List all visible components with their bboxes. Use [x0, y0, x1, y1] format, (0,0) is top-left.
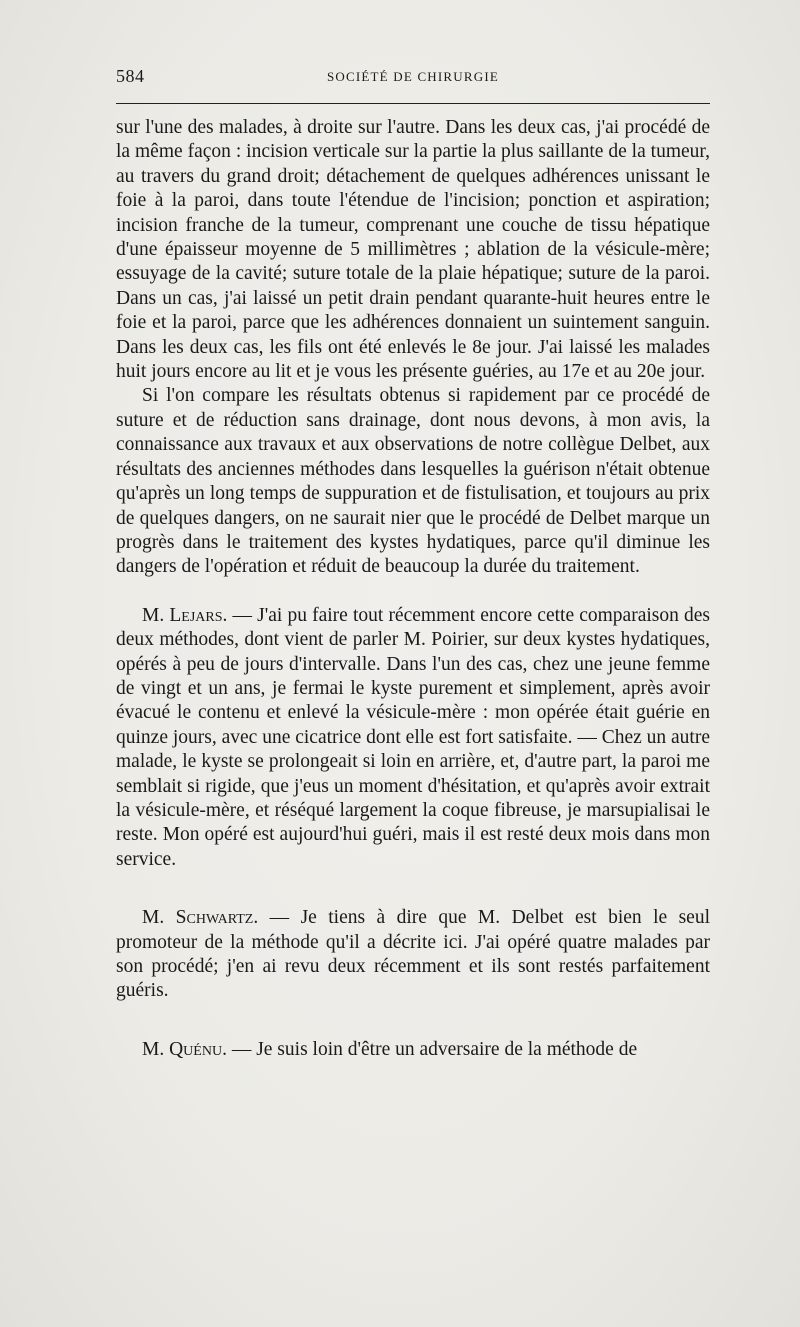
paragraph-2: Si l'on compare les résultats obtenus si rapidement par ce procédé de suture et de réduction sans drainage, dont nous devons, à mon avis, la connaissance aux travaux et aux observations de notre collègue Delbet, aux résultats des anciennes méthodes dans lesquelles la guérison n'était obtenue qu'après un long temps de suppuration et de fistulisation, et toujours au prix de quelques dangers, on ne saurait nier que le procédé de Delbet marque un progrès dans le traitement des kystes hydatiques, parce qu'il diminue les dangers de l'opération et réduit de beaucoup la durée du traitement. [116, 385, 710, 578]
paragraph-1: sur l'une des malades, à droite sur l'autre. Dans les deux cas, j'ai procédé de la même façon : incision verticale sur la partie la plus saillante de la tumeur, au travers du grand droit; détachement de quelques adhérences unissant le foie à la paroi, dans toute l'étendue de l'incision; ponction et aspiration; incision franche de la tumeur, comprenant une couche de tissu hépatique d'une épaisseur moyenne de 5 millimètres ; ablation de la vésicule-mère; essuyage de la cavité; suture totale de la plaie hépatique; suture de la paroi. Dans un cas, j'ai laissé un petit drain pendant quarante-huit heures entre le foie et la paroi, parce que les adhérences donnaient un suintement sanguin. Dans les deux cas, les fils ont été enlevés le 8e jour. J'ai laissé les malades huit jours encore au lit et je vous les présente guéries, au 17e et au 20e jour. [116, 117, 710, 383]
speaker-name-lejars: Lejars [169, 604, 223, 626]
speaker-name-schwartz: Schwartz [175, 907, 254, 929]
page-header [116, 66, 710, 88]
speaker-name-quenu: Quénu [169, 1038, 223, 1060]
paragraph-lejars [116, 604, 710, 872]
speaker-prefix: M. [142, 604, 170, 626]
speaker-prefix: M. [142, 907, 176, 929]
paragraph-schwartz-text: . — Je tiens à dire que M. Delbet est bien le seul promoteur de la méthode qu'il a décrite ici. J'ai opéré quatre malades par son procédé; j'en ai revu deux récemment et ils sont restés parfaitement guéris. [116, 907, 711, 1002]
speaker-prefix: M. [142, 1038, 170, 1060]
page-number: 584 [116, 66, 145, 86]
body-text [116, 116, 710, 1062]
running-head: SOCIÉTÉ DE CHIRURGIE [326, 69, 500, 84]
paragraph-lejars-text: . — J'ai pu faire tout récemment encore cette comparaison des deux méthodes, dont vient de parler M. Poirier, sur deux kystes hydatiques, opérés à peu de jours d'intervalle. Dans l'un des cas, chez une jeune femme de vingt et un ans, je fermai le kyste purement et simplement, après avoir évacué le contenu et enlevé la vésicule-mère : mon opérée était guérie en quinze jours, avec une cicatrice dont elle est fort satisfaite. — Chez un autre malade, le kyste se prolongeait si loin en arrière, et, d'autre part, la paroi me semblait si rigide, que j'eus un moment d'hésitation, et qu'après avoir extrait la vésicule-mère, et réséqué largement la coque fibreuse, je marsupialisai le reste. Mon opéré est aujourd'hui guéri, mais il est resté deux mois dans mon service. [116, 604, 710, 870]
paragraph-quenu [116, 1038, 710, 1062]
paragraph-schwartz [116, 906, 710, 1004]
header-rule [116, 103, 710, 104]
paragraph-quenu-text: . — Je suis loin d'être un adversaire de la méthode de [222, 1038, 638, 1060]
